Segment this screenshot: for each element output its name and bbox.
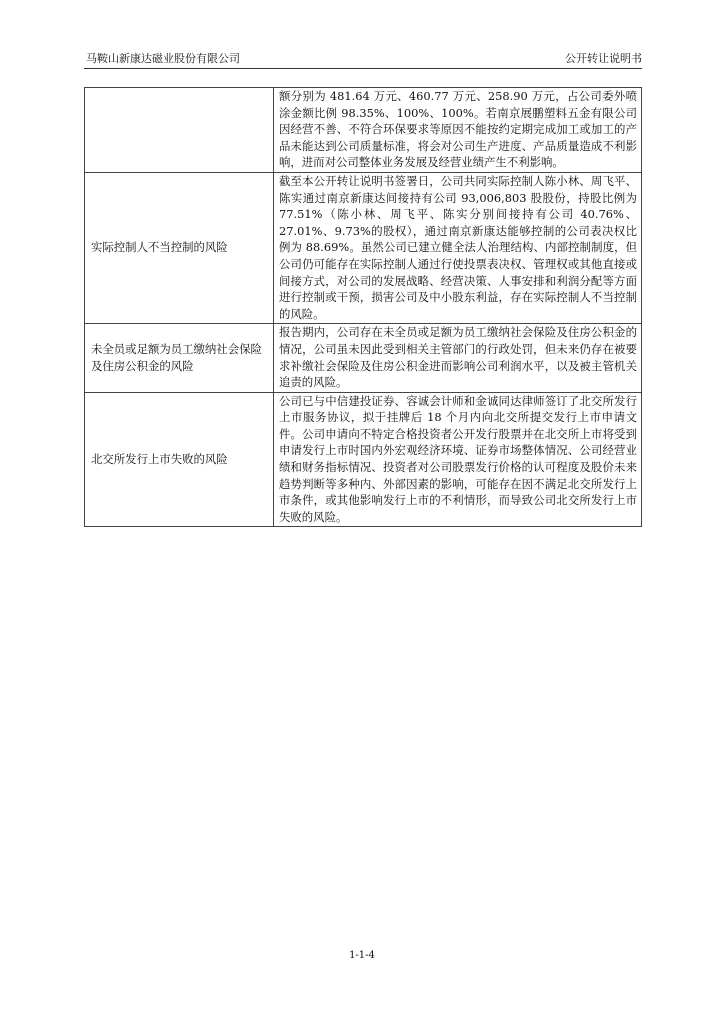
risk-description-cell: 报告期内，公司存在未全员或足额为员工缴纳社会保险及住房公积金的情况，公司虽未因此受到相关主管部门的行政处罚，但未来仍存在被要求补缴社会保险及住房公积金进而影响公司利润水平，以及被主管机关追责的风险。: [274, 324, 642, 392]
risk-description-cell: 公司已与中信建投证券、容诚会计师和金诚同达律师签订了北交所发行上市服务协议，拟于挂牌后 18 个月内向北交所提交发行上市申请文件。公司申请向不特定合格投资者公开发行股票并在北交所上市将受到申请发行上市时国内外宏观经济环境、证券市场整体情况、公司经营业绩和财务指标情况、投资者对公司股票发行价格的认可程度及股价未来趋势判断等多种内、外部因素的影响，可能存在因不满足北交所发行上市条件，或其他影响发行上市的不利情形，而导致公司北交所发行上市失败的风险。: [274, 392, 642, 527]
table-row: [85, 172, 642, 323]
risk-name-cell: 未全员或足额为员工缴纳社会保险及住房公积金的风险: [85, 324, 274, 392]
risk-table: [84, 87, 642, 527]
company-name: 马鞍山新康达磁业股份有限公司: [86, 52, 240, 65]
document-title: 公开转让说明书: [565, 52, 642, 65]
table-row: [85, 392, 642, 527]
risk-description-cell: 截至本公开转让说明书签署日，公司共同实际控制人陈小林、周飞平、陈实通过南京新康达间接持有公司 93,006,803 股股份，持股比例为 77.51%（陈小林、周飞平、陈实分别间接持有公司 40.76%、27.01%、9.73%的股权），通过南京新康达能够控制的公司表决权比例为 88.69%。虽然公司已建立健全法人治理结构、内部控制制度，但公司仍可能存在实际控制人通过行使投票表决权、管理权或其他直接或间接方式，对公司的发展战略、经营决策、人事安排和利润分配等方面进行控制或干预，损害公司及中小股东利益，存在实际控制人不当控制的风险。: [274, 172, 642, 323]
risk-description-cell: 额分别为 481.64 万元、460.77 万元、258.90 万元，占公司委外喷涂金额比例 98.35%、100%、100%。若南京展鹏塑料五金有限公司因经营不善、不符合环保要求等原因不能按约定期完成加工或加工的产品未能达到公司质量标准，将会对公司生产进度、产品质量造成不利影响，进而对公司整体业务发展及经营业绩产生不利影响。: [274, 88, 642, 173]
page-number: 1-1-4: [349, 950, 375, 961]
table-row: [85, 88, 642, 173]
risk-name-cell: 北交所发行上市失败的风险: [85, 392, 274, 527]
page-header: [84, 51, 642, 69]
table-row: [85, 324, 642, 392]
risk-name-cell: [85, 88, 274, 173]
risk-name-cell: 实际控制人不当控制的风险: [85, 172, 274, 323]
